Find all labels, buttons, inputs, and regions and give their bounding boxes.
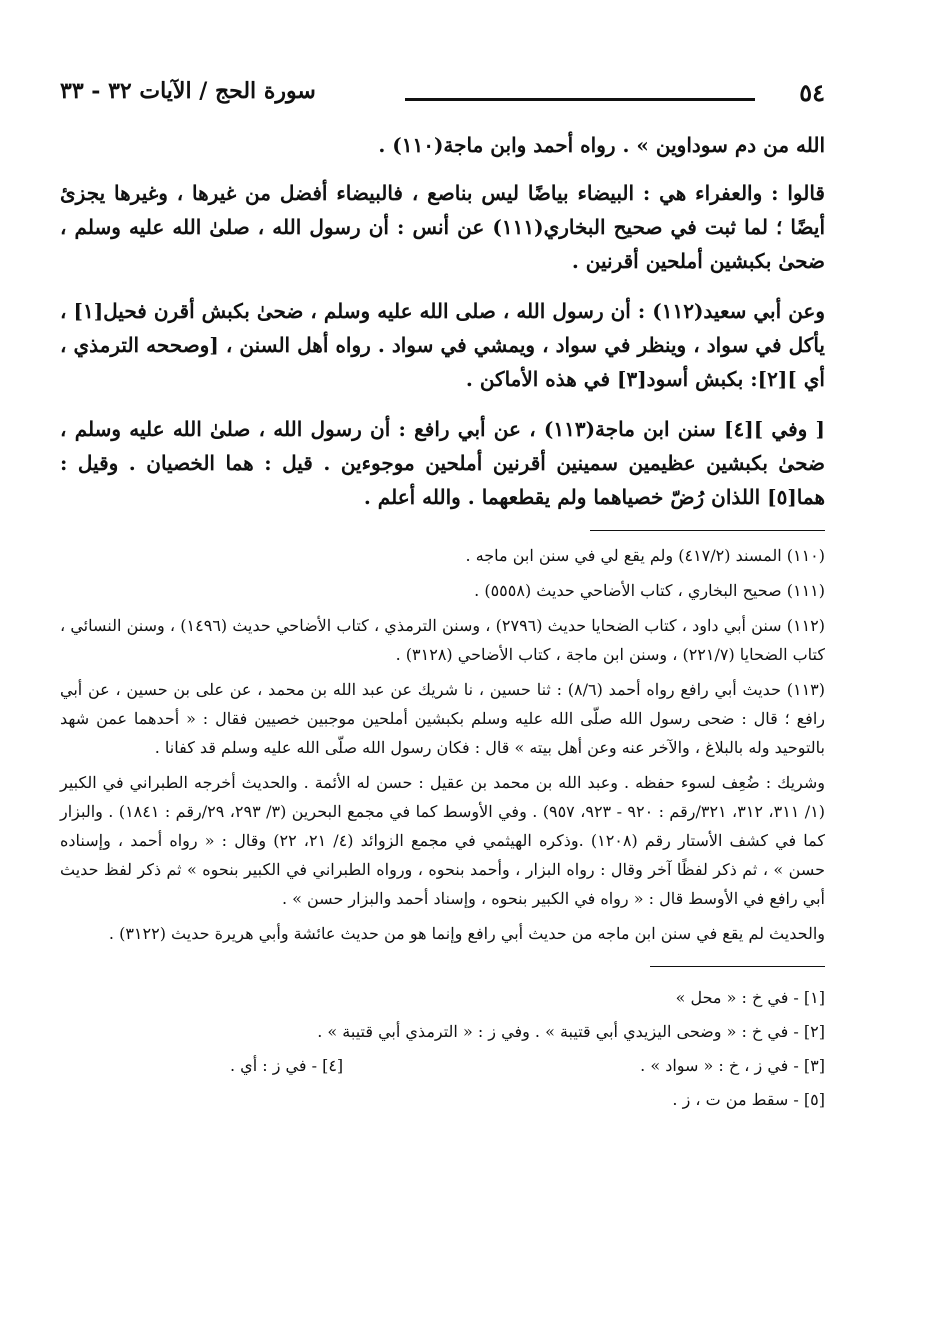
footnote-113-continued-1: وشريك : ضُعِف لسوء حفظه . وعبد الله بن محمد بن عقيل : حسن له الأئمة . والحديث أخرجه الطبراني في الكبير (١/ ٣١١، ٣١٢، ٣٢١/رقم : ٩٢٠ - ٩٢٣، ٩٥٧) . وفي الأوسط كما في مجمع البحرين (٣/ ٢٩٣، ٢٩/رقم : ١٨٤١) . والبزار كما في كشف الأستار رقم (١٢٠٨) .وذكره الهيثمي في مجمع الزوائد (٤/ ٢١، ٢٢) وقال : « رواه أحمد ، وإسناده حسن » ، ثم ذكر لفظًا آخر وقال : رواه البزار ، وأحمد بنحوه ، ورواه الطبراني في الكبير بنحوه » ثم ذكر لفظ حديث أبي رافع في الأوسط قال : « رواه في الكبير بنحوه ، وإسناد أحمد والبزار حسن » . bbox=[60, 773, 826, 908]
header-rule bbox=[405, 98, 755, 101]
footnote-112: (١١٢) سنن أبي داود ، كتاب الضحايا حديث (٢٧٩٦) ، وسنن الترمذي ، كتاب الأضاحي حديث (١٤٩٦) ، وسنن النسائي ، كتاب الضحايا (٢٢١/٧) ، وسنن ابن ماجة ، كتاب الأضاحي (٣١٢٨) . bbox=[60, 616, 826, 664]
running-title: سورة الحج / الآيات ٣٢ - ٣٣ bbox=[60, 78, 316, 104]
variant-note-4: [٤] - في ز : أي . bbox=[230, 1056, 344, 1075]
footnote-113-continued-2: والحديث لم يقع في سنن ابن ماجه من حديث أبي رافع وإنما هو من حديث عائشة وأبي هريرة حديث (٣١٢٢) . bbox=[108, 924, 825, 943]
body-paragraph-3: [ وفي ][٤] سنن ابن ماجة(١١٣) ، عن أبي رافع : أن رسول الله ، صلىٰ الله عليه وسلم ، ضحىٰ بكبشين عظيمين سمينين أقرنين أملحين موجوءين . قيل : هما الخصيان . وقيل : هما[٥] اللذان رُضّ خصياهما ولم يقطعهما . والله أعلم . bbox=[60, 417, 826, 509]
footnote-rule bbox=[590, 530, 825, 531]
variant-notes-row bbox=[60, 1049, 825, 1083]
footnote-113: (١١٣) حديث أبي رافع رواه أحمد (٨/٦) : ثنا حسين ، نا شريك عن عبد الله بن محمد ، عن على بن حسين ، عن أبي رافع ؛ قال : ضحى رسول الله صلّى الله عليه وسلم بكبشين أملحين موجبين خصيين فقال : « أحدهما عمن شهد بالتوحيد وله بالبلاغ ، والآخر عنه وعن أهل بيته » قال : فكان رسول الله صلّى الله عليه وسلم قد كفانا . bbox=[60, 680, 825, 757]
variant-note-2: [٢] - في خ : « وضحى اليزيدي أبي قتيبة » . وفي ز : « الترمذي أبي قتيبة » . bbox=[317, 1022, 825, 1041]
variant-note-1: [١] - في خ : « محل » bbox=[675, 988, 825, 1007]
page-number: ٥٤ bbox=[799, 78, 825, 107]
body-paragraph-2: وعن أبي سعيد(١١٢) : أن رسول الله ، صلى الله عليه وسلم ، ضحىٰ بكبش أقرن فحيل[١] ، يأكل في سواد ، وينظر في سواد ، ويمشي في سواد . رواه أهل السنن ، [وصححه الترمذي ، أي ][٢]: بكبش أسود[٣] في هذه الأماكن . bbox=[60, 299, 826, 391]
footnotes bbox=[60, 541, 825, 948]
footnote-110: (١١٠) المسند (٤١٧/٢) ولم يقع لي في سنن ابن ماجه . bbox=[465, 546, 825, 565]
body-first-line: الله من دم سوداوين » . رواه أحمد وابن ماجة(١١٠) . bbox=[378, 133, 825, 157]
page-header bbox=[60, 78, 825, 118]
footnote-111: (١١١) صحيح البخاري ، كتاب الأضاحي حديث (٥٥٥٨) . bbox=[474, 581, 825, 600]
variant-notes-rule bbox=[650, 966, 825, 967]
variant-note-5: [٥] - سقط من ت ، ز . bbox=[672, 1090, 825, 1109]
main-text bbox=[60, 128, 825, 514]
body-paragraph-1: قالوا : والعفراء هي : البيضاء بياضًا ليس بناصع ، فالبيضاء أفضل من غيرها ، وغيرها يجزئ أيضًا ؛ لما ثبت في صحيح البخاري(١١١) عن أنس : أن رسول الله ، صلىٰ الله عليه وسلم ، ضحىٰ بكبشين أملحين أقرنين . bbox=[60, 181, 825, 273]
variant-note-3: [٣] - في ز ، خ : « سواد » . bbox=[640, 1056, 825, 1075]
variant-notes bbox=[60, 981, 825, 1117]
book-page bbox=[60, 78, 825, 1117]
